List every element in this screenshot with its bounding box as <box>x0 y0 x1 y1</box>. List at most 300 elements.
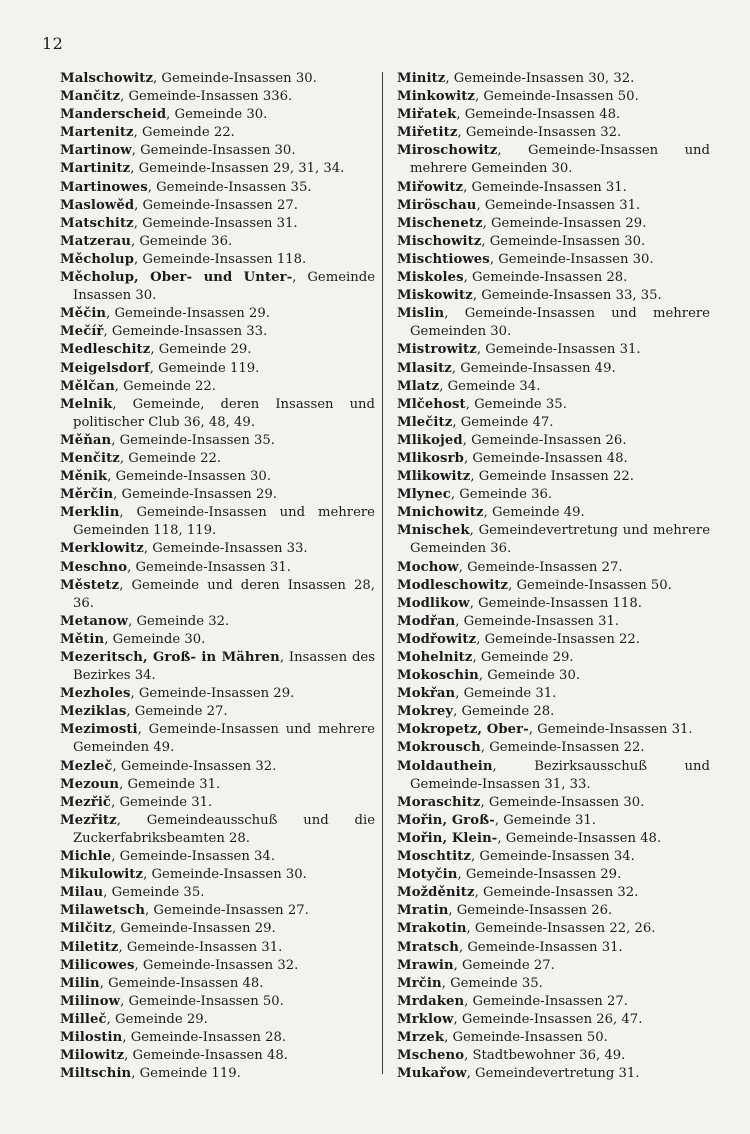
index-entry <box>60 685 375 703</box>
entry-description: , Gemeinde-Insassen und mehrere Gemeinden 30. <box>410 143 710 177</box>
entry-name: Miřatek <box>397 107 457 123</box>
entry-description: , Gemeinde-Insassen 30. <box>131 143 296 159</box>
entry-name: Modleschowitz <box>397 577 509 593</box>
index-entry <box>60 396 375 432</box>
index-entry <box>397 794 710 812</box>
entry-description: , Gemeinde 34. <box>439 378 541 394</box>
entry-name: Měňan <box>60 432 112 448</box>
index-entry <box>397 739 710 757</box>
entry-name: Matzerau <box>60 233 131 249</box>
entry-description: , Gemeinde-Insassen 29. <box>482 215 647 231</box>
entry-name: Miskowitz <box>397 288 473 304</box>
entry-description: , Gemeinde 29. <box>106 1011 208 1027</box>
entry-description: , Gemeinde-Insassen 28. <box>122 1029 287 1045</box>
index-entry <box>60 957 375 975</box>
entry-description: , Gemeinde-Insassen 48. <box>99 975 264 991</box>
entry-name: Malschowitz <box>60 71 154 86</box>
entry-description: , Gemeinde-Insassen 31. <box>118 939 283 955</box>
index-entry <box>60 721 375 757</box>
index-entry <box>397 215 710 233</box>
entry-description: , Gemeinde 32. <box>128 613 230 629</box>
index-entry <box>60 776 375 794</box>
index-entry <box>60 975 375 993</box>
entry-name: Mrzek <box>397 1029 445 1045</box>
entry-name: Meigelsdorf <box>60 360 150 376</box>
entry-name: Mezleč <box>60 758 113 774</box>
entry-description: , Gemeinde-Insassen 32. <box>457 125 622 141</box>
entry-name: Mlečitz <box>397 414 453 430</box>
entry-description: , Gemeinde 27. <box>126 704 228 720</box>
index-entry <box>60 360 375 378</box>
entry-description: , Gemeinde Insassen 30. <box>73 270 375 304</box>
entry-name: Mělčan <box>60 378 115 394</box>
entry-name: Mlasitz <box>397 360 452 376</box>
index-entry <box>397 251 710 269</box>
entry-name: Martinowes <box>60 179 148 195</box>
index-entry <box>397 884 710 902</box>
entry-description: , Gemeinde-Insassen 35. <box>111 432 275 448</box>
entry-name: Mětin <box>60 631 105 647</box>
entry-description: , Gemeinde 35. <box>441 975 543 991</box>
entry-name: Mokrey <box>397 704 454 720</box>
entry-description: , Gemeinde-Insassen 29. <box>113 487 277 503</box>
entry-name: Miskoles <box>397 270 464 286</box>
index-entry <box>397 559 710 577</box>
entry-description: , Gemeinde 119. <box>149 360 260 376</box>
entry-name: Martinow <box>60 143 132 159</box>
entry-description: , Gemeinde-Insassen 32. <box>134 957 299 973</box>
entry-description: , Gemeinde 22. <box>114 378 216 394</box>
index-entry <box>60 269 375 305</box>
entry-name: Meschno <box>60 559 128 575</box>
entry-name: Milawetsch <box>60 903 146 919</box>
entry-name: Metanow <box>60 613 129 629</box>
entry-name: Mikulowitz <box>60 867 144 883</box>
entry-description: , Gemeinde-Insassen 27. <box>458 559 623 575</box>
entry-name: Martinitz <box>60 161 131 177</box>
index-entry <box>397 106 710 124</box>
index-entry <box>397 957 710 975</box>
entry-description: , Gemeinde-Insassen 50. <box>474 89 639 105</box>
entry-description: , Gemeinde-Insassen und mehrere Gemeinden 49. <box>73 722 375 756</box>
index-entry <box>60 323 375 341</box>
index-entry <box>397 975 710 993</box>
entry-name: Miletitz <box>60 939 119 955</box>
index-entry <box>60 432 375 450</box>
entry-name: Mrawin <box>397 957 454 973</box>
entry-name: Měnik <box>60 469 108 485</box>
entry-description: , Gemeinde-Insassen 29. <box>130 686 295 702</box>
index-entry <box>397 305 710 341</box>
entry-name: Mochow <box>397 559 459 575</box>
entry-name: Miröschau <box>397 197 477 213</box>
entry-name: Mokoschin <box>397 668 479 684</box>
entry-name: Milau <box>60 885 104 901</box>
index-entry <box>60 939 375 957</box>
entry-description: , Gemeinde 35. <box>465 396 567 412</box>
entry-name: Mscheno <box>397 1048 465 1064</box>
entry-description: , Gemeindeausschuß und die Zuckerfabriksbeamten 28. <box>73 812 375 846</box>
index-entry <box>397 504 710 522</box>
entry-name: Mezoun <box>60 776 120 792</box>
entry-description: , Gemeinde-Insassen 49. <box>451 360 616 376</box>
index-entry <box>60 378 375 396</box>
index-entry <box>60 631 375 649</box>
entry-description: , Gemeinde-Insassen 30. <box>107 469 272 485</box>
index-entry <box>397 830 710 848</box>
entry-name: Merklowitz <box>60 541 144 557</box>
entry-description: , Gemeinde-Insassen 33, 35. <box>472 288 662 304</box>
entry-description: , Gemeinde-Insassen 31. <box>463 179 627 195</box>
index-entry <box>60 812 375 848</box>
entry-name: Měrčin <box>60 487 114 503</box>
entry-name: Melnik <box>60 396 113 412</box>
entry-description: , Gemeinde-Insassen 48. <box>124 1048 288 1064</box>
entry-name: Mislin <box>397 306 445 322</box>
index-entry <box>60 1065 375 1083</box>
entry-description: , Gemeinde-Insassen 22. <box>480 740 645 756</box>
entry-description: , Gemeinde-Insassen 48. <box>463 450 628 466</box>
entry-name: Modřan <box>397 613 456 629</box>
index-entry <box>60 88 375 106</box>
index-entry <box>397 613 710 631</box>
entry-description: , Gemeinde 36. <box>450 487 553 503</box>
entry-name: Mezřitz <box>60 812 117 828</box>
index-entry <box>397 287 710 305</box>
index-entry <box>60 794 375 812</box>
index-entry <box>397 522 710 558</box>
index-entry <box>60 70 375 88</box>
entry-description: , Gemeinde-Insassen 34. <box>471 849 635 865</box>
entry-description: , Gemeinde 22. <box>119 450 222 466</box>
entry-name: Meziklas <box>60 704 127 720</box>
index-entry <box>397 631 710 649</box>
entry-description: , Gemeinde-Insassen 32. <box>474 885 639 901</box>
entry-name: Moraschitz <box>397 794 481 810</box>
entry-name: Mischtiowes <box>397 251 490 267</box>
index-entry <box>397 1065 710 1083</box>
entry-name: Mukařow <box>397 1066 467 1082</box>
entry-description: , Gemeinde 29. <box>472 650 574 665</box>
entry-name: Mratsch <box>397 939 459 955</box>
entry-description: , Gemeinde-Insassen 31. <box>476 342 641 358</box>
entry-description: , Gemeinde-Insassen 34. <box>111 849 276 865</box>
index-entry <box>397 1047 710 1065</box>
entry-name: Miltschin <box>60 1066 132 1082</box>
index-entry <box>60 468 375 486</box>
entry-name: Možděnitz <box>397 885 475 901</box>
entry-name: Mrklow <box>397 1011 454 1027</box>
index-entry <box>397 595 710 613</box>
index-entry <box>60 559 375 577</box>
entry-description: , Gemeinde-Insassen 30. <box>143 867 307 883</box>
index-entry <box>397 486 710 504</box>
entry-description: , Gemeinde 30. <box>104 631 206 647</box>
page-number: 12 <box>42 34 64 53</box>
entry-name: Mokrousch <box>397 740 481 756</box>
entry-name: Miřetitz <box>397 125 458 141</box>
entry-name: Mratin <box>397 903 449 919</box>
entry-description: , Gemeinde 36. <box>131 233 233 249</box>
entry-description: , Gemeinde-Insassen 22. <box>476 631 640 647</box>
entry-name: Matschitz <box>60 215 134 231</box>
index-entry <box>397 866 710 884</box>
entry-name: Menčitz <box>60 450 120 466</box>
entry-description: , Bezirksausschuß und Gemeinde-Insassen 31, 33. <box>410 758 710 792</box>
entry-description: , Gemeindevertretung und mehrere Gemeinden 36. <box>410 523 710 557</box>
index-entry <box>397 378 710 396</box>
entry-description: , Gemeinde-Insassen 31. <box>476 197 641 213</box>
entry-description: , Gemeinde 30. <box>478 668 581 684</box>
index-entry <box>60 124 375 142</box>
index-entry <box>397 233 710 251</box>
index-entry <box>397 1029 710 1047</box>
index-entry <box>397 1011 710 1029</box>
entry-name: Milinow <box>60 993 121 1009</box>
entry-name: Merklin <box>60 505 120 521</box>
entry-description: , Gemeinde-Insassen 30. <box>480 794 645 810</box>
index-entry <box>397 70 710 88</box>
entry-name: Milčitz <box>60 921 112 937</box>
entry-description: , Gemeinde-Insassen 22, 26. <box>466 921 656 937</box>
entry-name: Michle <box>60 849 112 865</box>
entry-name: Mezřič <box>60 794 112 810</box>
column-divider <box>382 72 383 1074</box>
entry-description: , Gemeinde-Insassen und mehrere Gemeinden 30. <box>410 306 710 340</box>
index-entry <box>60 1011 375 1029</box>
index-entry <box>397 920 710 938</box>
entry-description: , Gemeinde-Insassen 31. <box>458 939 623 955</box>
entry-description: , Gemeinde-Insassen 50. <box>120 993 284 1009</box>
entry-name: Mlikojed <box>397 432 463 448</box>
index-entry <box>397 197 710 215</box>
entry-description: , Gemeinde 27. <box>453 957 555 973</box>
entry-description: , Gemeinde-Insassen 50. <box>508 577 672 593</box>
index-entry <box>60 305 375 323</box>
entry-description: , Gemeinde 49. <box>483 505 585 521</box>
index-entry <box>60 197 375 215</box>
entry-name: Mořin, Groß- <box>397 812 495 828</box>
index-entry <box>397 179 710 197</box>
entry-description: , Gemeinde 31. <box>455 686 557 702</box>
entry-description: , Gemeinde Insassen 22. <box>470 469 634 485</box>
entry-name: Mlynec <box>397 487 451 503</box>
entry-name: Minkowitz <box>397 89 475 105</box>
entry-description: , Gemeinde 35. <box>103 885 205 901</box>
index-entry <box>60 577 375 613</box>
entry-description: , Gemeinde-Insassen 27. <box>145 903 309 919</box>
right-index-column <box>397 70 710 1083</box>
entry-name: Milicowes <box>60 957 135 973</box>
entry-description: , Gemeinde-Insassen 33. <box>103 324 268 340</box>
entry-name: Milleč <box>60 1011 107 1027</box>
index-entry <box>397 269 710 287</box>
entry-description: , Gemeinde-Insassen 35. <box>147 179 312 195</box>
entry-description: , Gemeinde-Insassen 31. <box>133 215 298 231</box>
entry-description: , Gemeinde und deren Insassen 28, 36. <box>73 577 375 611</box>
index-entry <box>397 703 710 721</box>
index-entry <box>397 124 710 142</box>
entry-description: , Gemeinde-Insassen 29. <box>106 306 270 322</box>
entry-name: Mistrowitz <box>397 342 477 358</box>
entry-name: Mnischek <box>397 523 470 539</box>
entry-name: Mezeritsch, Groß- in Mähren <box>60 650 280 665</box>
index-entry <box>397 649 710 667</box>
entry-description: , Gemeinde-Insassen 29. <box>457 867 622 883</box>
entry-description: , Gemeinde 31. <box>111 794 213 810</box>
index-entry <box>60 179 375 197</box>
entry-name: Měcholup <box>60 251 135 267</box>
entry-description: , Gemeinde-Insassen 31. <box>127 559 291 575</box>
entry-name: Milin <box>60 975 100 991</box>
index-entry <box>60 504 375 540</box>
entry-description: , Gemeinde-Insassen 30. <box>153 71 317 86</box>
index-entry <box>60 993 375 1011</box>
index-entry <box>60 1029 375 1047</box>
index-entry <box>397 812 710 830</box>
entry-description: , Gemeinde-Insassen 29. <box>111 921 276 937</box>
entry-description: , Gemeinde-Insassen 118. <box>469 595 642 611</box>
index-entry <box>60 106 375 124</box>
index-entry <box>397 414 710 432</box>
entry-name: Medleschitz <box>60 342 151 358</box>
entry-name: Mischenetz <box>397 215 483 231</box>
index-entry <box>60 160 375 178</box>
entry-name: Moschtitz <box>397 849 472 865</box>
entry-description: , Gemeinde-Insassen 50. <box>444 1029 608 1045</box>
index-entry <box>60 848 375 866</box>
entry-name: Měčin <box>60 306 107 322</box>
index-entry <box>397 432 710 450</box>
entry-description: , Gemeinde-Insassen 27. <box>134 197 298 213</box>
index-entry <box>60 884 375 902</box>
index-entry <box>397 88 710 106</box>
index-entry <box>397 902 710 920</box>
index-entry <box>60 233 375 251</box>
entry-description: , Gemeinde, deren Insassen und politischer Club 36, 48, 49. <box>73 396 375 430</box>
index-entry <box>60 251 375 269</box>
index-entry <box>397 450 710 468</box>
entry-description: , Gemeinde 30. <box>166 107 268 123</box>
entry-name: Mančitz <box>60 89 121 105</box>
entry-description: , Gemeinde-Insassen 31. <box>455 613 620 629</box>
entry-description: , Gemeinde-Insassen 26. <box>448 903 613 919</box>
entry-description: , Gemeinde-Insassen 118. <box>134 251 307 267</box>
entry-description: , Stadtbewohner 36, 49. <box>464 1048 626 1064</box>
index-entry <box>397 685 710 703</box>
entry-name: Miřowitz <box>397 179 464 195</box>
index-entry <box>397 993 710 1011</box>
index-entry <box>397 667 710 685</box>
entry-name: Mnichowitz <box>397 505 484 521</box>
entry-name: Mokropetz, Ober- <box>397 722 529 738</box>
entry-name: Městetz <box>60 577 120 593</box>
index-entry <box>60 758 375 776</box>
entry-name: Modřowitz <box>397 631 477 647</box>
index-entry <box>397 939 710 957</box>
entry-description: , Gemeinde-Insassen 48. <box>497 830 662 846</box>
entry-name: Miroschowitz <box>397 143 498 159</box>
index-entry <box>397 848 710 866</box>
entry-description: , Gemeinde-Insassen 31. <box>528 722 693 738</box>
index-entry <box>60 486 375 504</box>
entry-description: , Gemeinde 119. <box>131 1066 241 1082</box>
entry-name: Milostin <box>60 1029 123 1045</box>
entry-name: Modlikow <box>397 595 470 611</box>
entry-description: , Gemeinde 29. <box>150 342 252 358</box>
entry-name: Mlatz <box>397 378 440 394</box>
index-entry <box>397 758 710 794</box>
entry-description: , Gemeinde-Insassen 26. <box>462 432 627 448</box>
entry-description: , Gemeinde 31. <box>119 776 221 792</box>
entry-name: Maslowěd <box>60 197 135 213</box>
entry-name: Mlikowitz <box>397 469 471 485</box>
index-entry <box>397 396 710 414</box>
entry-name: Mlčehost <box>397 396 466 412</box>
index-entry <box>397 142 710 178</box>
entry-description: , Gemeinde-Insassen 28. <box>463 270 628 286</box>
entry-name: Moldauthein <box>397 758 493 774</box>
index-entry <box>60 142 375 160</box>
entry-name: Motyčin <box>397 867 458 883</box>
index-entry <box>60 215 375 233</box>
index-entry <box>60 902 375 920</box>
entry-name: Mečíř <box>60 324 104 340</box>
entry-name: Mrakotin <box>397 921 467 937</box>
entry-description: , Gemeinde-Insassen und mehrere Gemeinden 118, 119. <box>73 505 375 539</box>
index-entry <box>397 577 710 595</box>
entry-name: Měcholup, Ober- und Unter- <box>60 270 293 286</box>
index-entry <box>60 866 375 884</box>
entry-description: , Gemeinde 28. <box>453 704 555 720</box>
entry-description: , Gemeinde-Insassen 32. <box>112 758 277 774</box>
entry-description: , Gemeinde-Insassen 27. <box>464 993 628 1009</box>
index-entry <box>60 1047 375 1065</box>
entry-name: Mořin, Klein- <box>397 830 498 846</box>
entry-description: , Gemeinde-Insassen 336. <box>120 89 293 105</box>
index-entry <box>397 360 710 378</box>
index-entry <box>397 341 710 359</box>
index-entry <box>60 450 375 468</box>
index-entry <box>60 613 375 631</box>
entry-description: , Gemeinde-Insassen 48. <box>456 107 621 123</box>
entry-description: , Gemeinde 22. <box>133 125 235 141</box>
entry-name: Minitz <box>397 71 446 86</box>
entry-name: Mohelnitz <box>397 650 473 665</box>
entry-name: Mrdaken <box>397 993 465 1009</box>
index-entry <box>60 920 375 938</box>
entry-description: , Gemeinde-Insassen 26, 47. <box>453 1011 643 1027</box>
entry-name: Milowitz <box>60 1048 125 1064</box>
entry-name: Manderscheid <box>60 107 167 123</box>
entry-description: , Gemeinde 31. <box>494 812 596 828</box>
index-entry <box>60 341 375 359</box>
entry-name: Mischowitz <box>397 233 482 249</box>
entry-name: Mokřan <box>397 686 456 702</box>
index-entry <box>397 468 710 486</box>
entry-name: Mezimosti <box>60 722 138 738</box>
entry-name: Mezholes <box>60 686 131 702</box>
entry-description: , Gemeinde 47. <box>452 414 554 430</box>
index-entry <box>60 649 375 685</box>
index-entry <box>60 540 375 558</box>
entry-description: , Gemeinde-Insassen 33. <box>143 541 308 557</box>
entry-description: , Gemeinde-Insassen 30, 32. <box>445 71 635 86</box>
index-entry <box>397 721 710 739</box>
entry-description: , Insassen des Bezirkes 34. <box>73 650 375 684</box>
entry-name: Mlikosrb <box>397 450 464 466</box>
entry-name: Martenitz <box>60 125 134 141</box>
